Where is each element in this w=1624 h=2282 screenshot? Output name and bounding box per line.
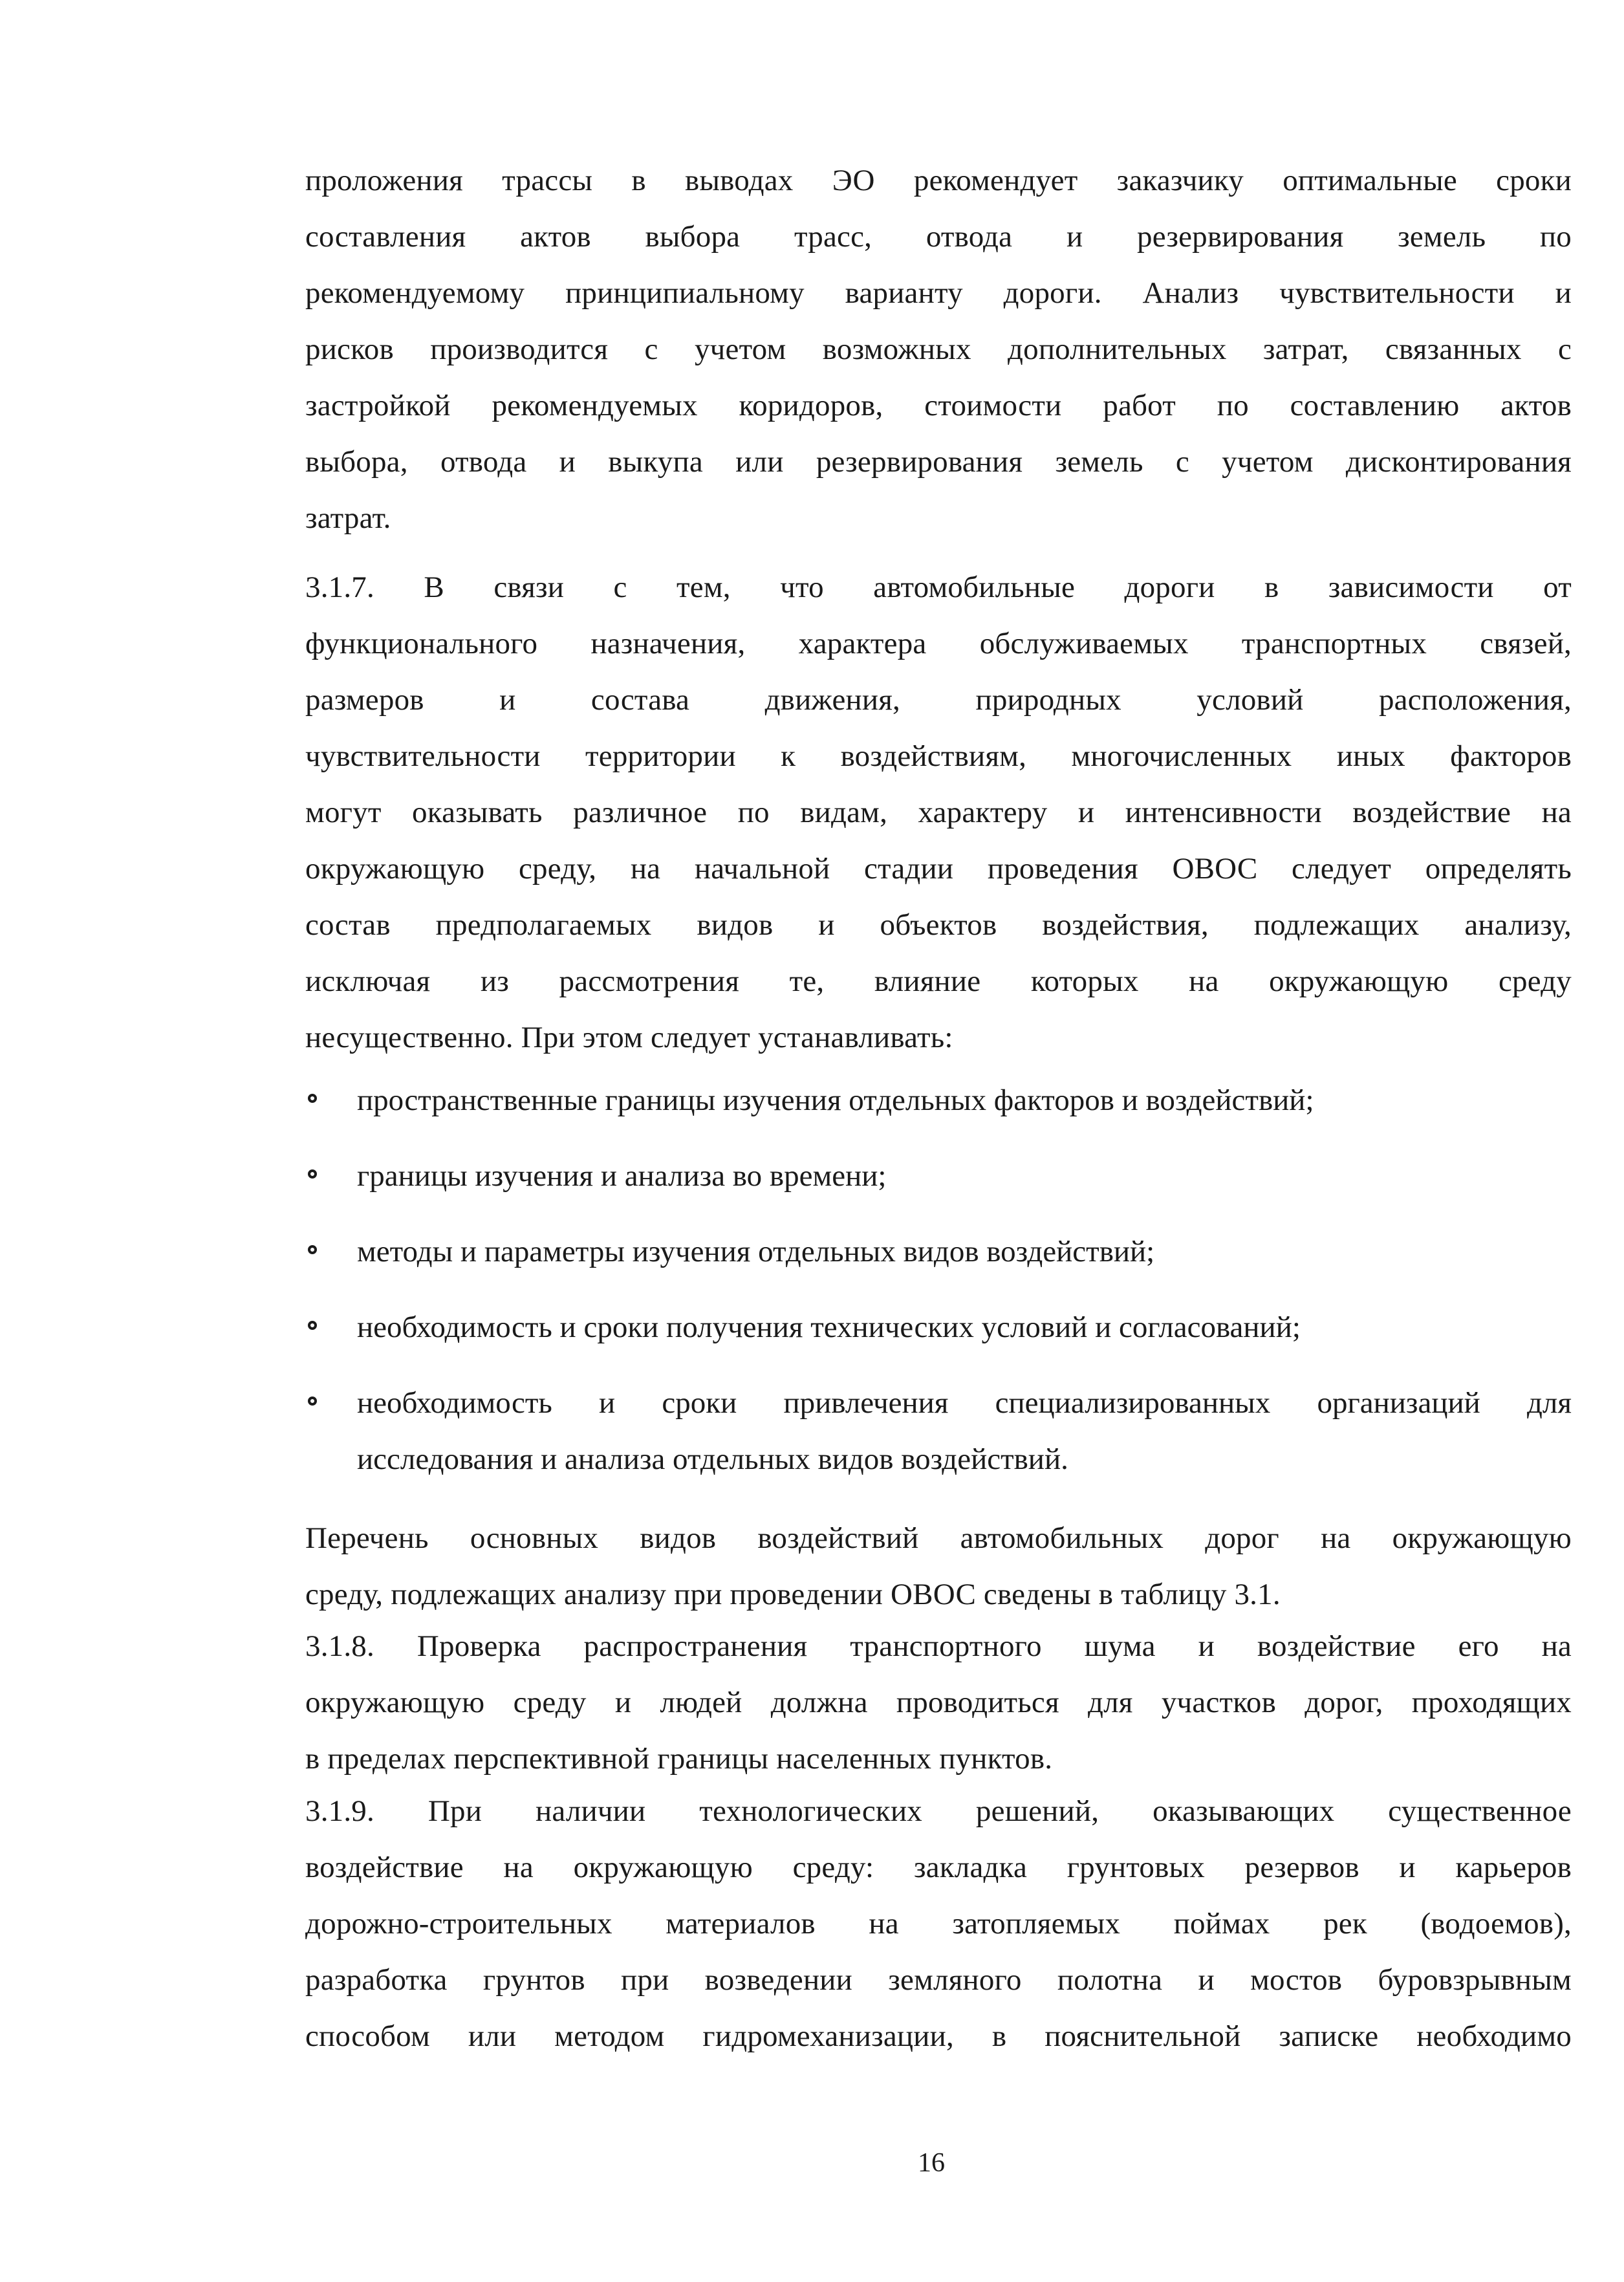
text-line: дорожно-строительных материалов на затопляемых поймах рек (водоемов), bbox=[305, 1907, 1572, 1940]
text-line: среду, подлежащих анализу при проведении ОВОС сведены в таблицу 3.1. bbox=[305, 1578, 1281, 1611]
bullet-icon bbox=[308, 1321, 317, 1330]
text-line: в пределах перспективной границы населенных пунктов. bbox=[305, 1742, 1053, 1776]
paragraph-3-1-9 bbox=[305, 1783, 1572, 2065]
text-line: несущественно. При этом следует устанавливать: bbox=[305, 1021, 953, 1054]
list-item bbox=[305, 1299, 1572, 1356]
paragraph-3-1-7 bbox=[305, 560, 1572, 1066]
list-item bbox=[305, 1148, 1572, 1204]
text-line: размеров и состава движения, природных условий расположения, bbox=[305, 683, 1572, 717]
text-line: 3.1.7. В связи с тем, что автомобильные дороги в зависимости от bbox=[305, 570, 1572, 604]
text-line: разработка грунтов при возведении земляного полотна и мостов буровзрывным bbox=[305, 1963, 1572, 1997]
text-line: функционального назначения, характера обслуживаемых транспортных связей, bbox=[305, 627, 1572, 660]
text-line: затрат. bbox=[305, 501, 391, 535]
list-item bbox=[305, 1072, 1572, 1129]
text-line: 3.1.8. Проверка распространения транспортного шума и воздействие его на bbox=[305, 1629, 1572, 1663]
text-line: рекомендуемому принципиальному варианту дороги. Анализ чувствительности и bbox=[305, 276, 1572, 310]
text-line: методы и параметры изучения отдельных видов воздействий; bbox=[357, 1235, 1155, 1268]
text-line: окружающую среду, на начальной стадии проведения ОВОС следует определять bbox=[305, 852, 1572, 886]
text-line: чувствительности территории к воздействиям, многочисленных иных факторов bbox=[305, 739, 1572, 773]
text-line: границы изучения и анализа во времени; bbox=[357, 1159, 887, 1193]
list-item bbox=[305, 1375, 1572, 1488]
text-line: могут оказывать различное по видам, характеру и интенсивности воздействие на bbox=[305, 796, 1572, 829]
text-line: воздействие на окружающую среду: закладка грунтовых резервов и карьеров bbox=[305, 1851, 1572, 1884]
paragraph-table-reference bbox=[305, 1510, 1572, 1623]
bullet-icon bbox=[308, 1396, 317, 1406]
paragraph-route-timing bbox=[305, 153, 1572, 547]
page-number: 16 bbox=[918, 2148, 945, 2178]
list-item bbox=[305, 1224, 1572, 1280]
text-line: исключая из рассмотрения те, влияние которых на окружающую среду bbox=[305, 964, 1572, 998]
text-line: проложения трассы в выводах ЭО рекомендует заказчику оптимальные сроки bbox=[305, 164, 1572, 197]
text-line: способом или методом гидромеханизации, в пояснительной записке необходимо bbox=[305, 2019, 1572, 2053]
text-line: выбора, отвода и выкупа или резервирования земель с учетом дисконтирования bbox=[305, 445, 1572, 479]
text-line: состав предполагаемых видов и объектов воздействия, подлежащих анализу, bbox=[305, 908, 1572, 942]
text-line: необходимость и сроки привлечения специализированных организаций для bbox=[357, 1386, 1572, 1420]
text-line: Перечень основных видов воздействий автомобильных дорог на окружающую bbox=[305, 1521, 1572, 1555]
text-line: рисков производится с учетом возможных дополнительных затрат, связанных с bbox=[305, 332, 1572, 366]
requirements-bullet-list bbox=[305, 1072, 1572, 1507]
text-line: составления актов выбора трасс, отвода и резервирования земель по bbox=[305, 220, 1572, 254]
text-line: 3.1.9. При наличии технологических решений, оказывающих существенное bbox=[305, 1794, 1572, 1828]
text-line: окружающую среду и людей должна проводиться для участков дорог, проходящих bbox=[305, 1686, 1572, 1719]
bullet-icon bbox=[308, 1169, 317, 1179]
text-line: пространственные границы изучения отдельных факторов и воздействий; bbox=[357, 1083, 1314, 1117]
text-line: необходимость и сроки получения технических условий и согласований; bbox=[357, 1310, 1301, 1344]
text-line: застройкой рекомендуемых коридоров, стоимости работ по составлению актов bbox=[305, 389, 1572, 422]
paragraph-3-1-8 bbox=[305, 1618, 1572, 1787]
bullet-icon bbox=[308, 1094, 317, 1103]
bullet-icon bbox=[308, 1245, 317, 1254]
text-line: исследования и анализа отдельных видов воздействий. bbox=[357, 1442, 1068, 1476]
